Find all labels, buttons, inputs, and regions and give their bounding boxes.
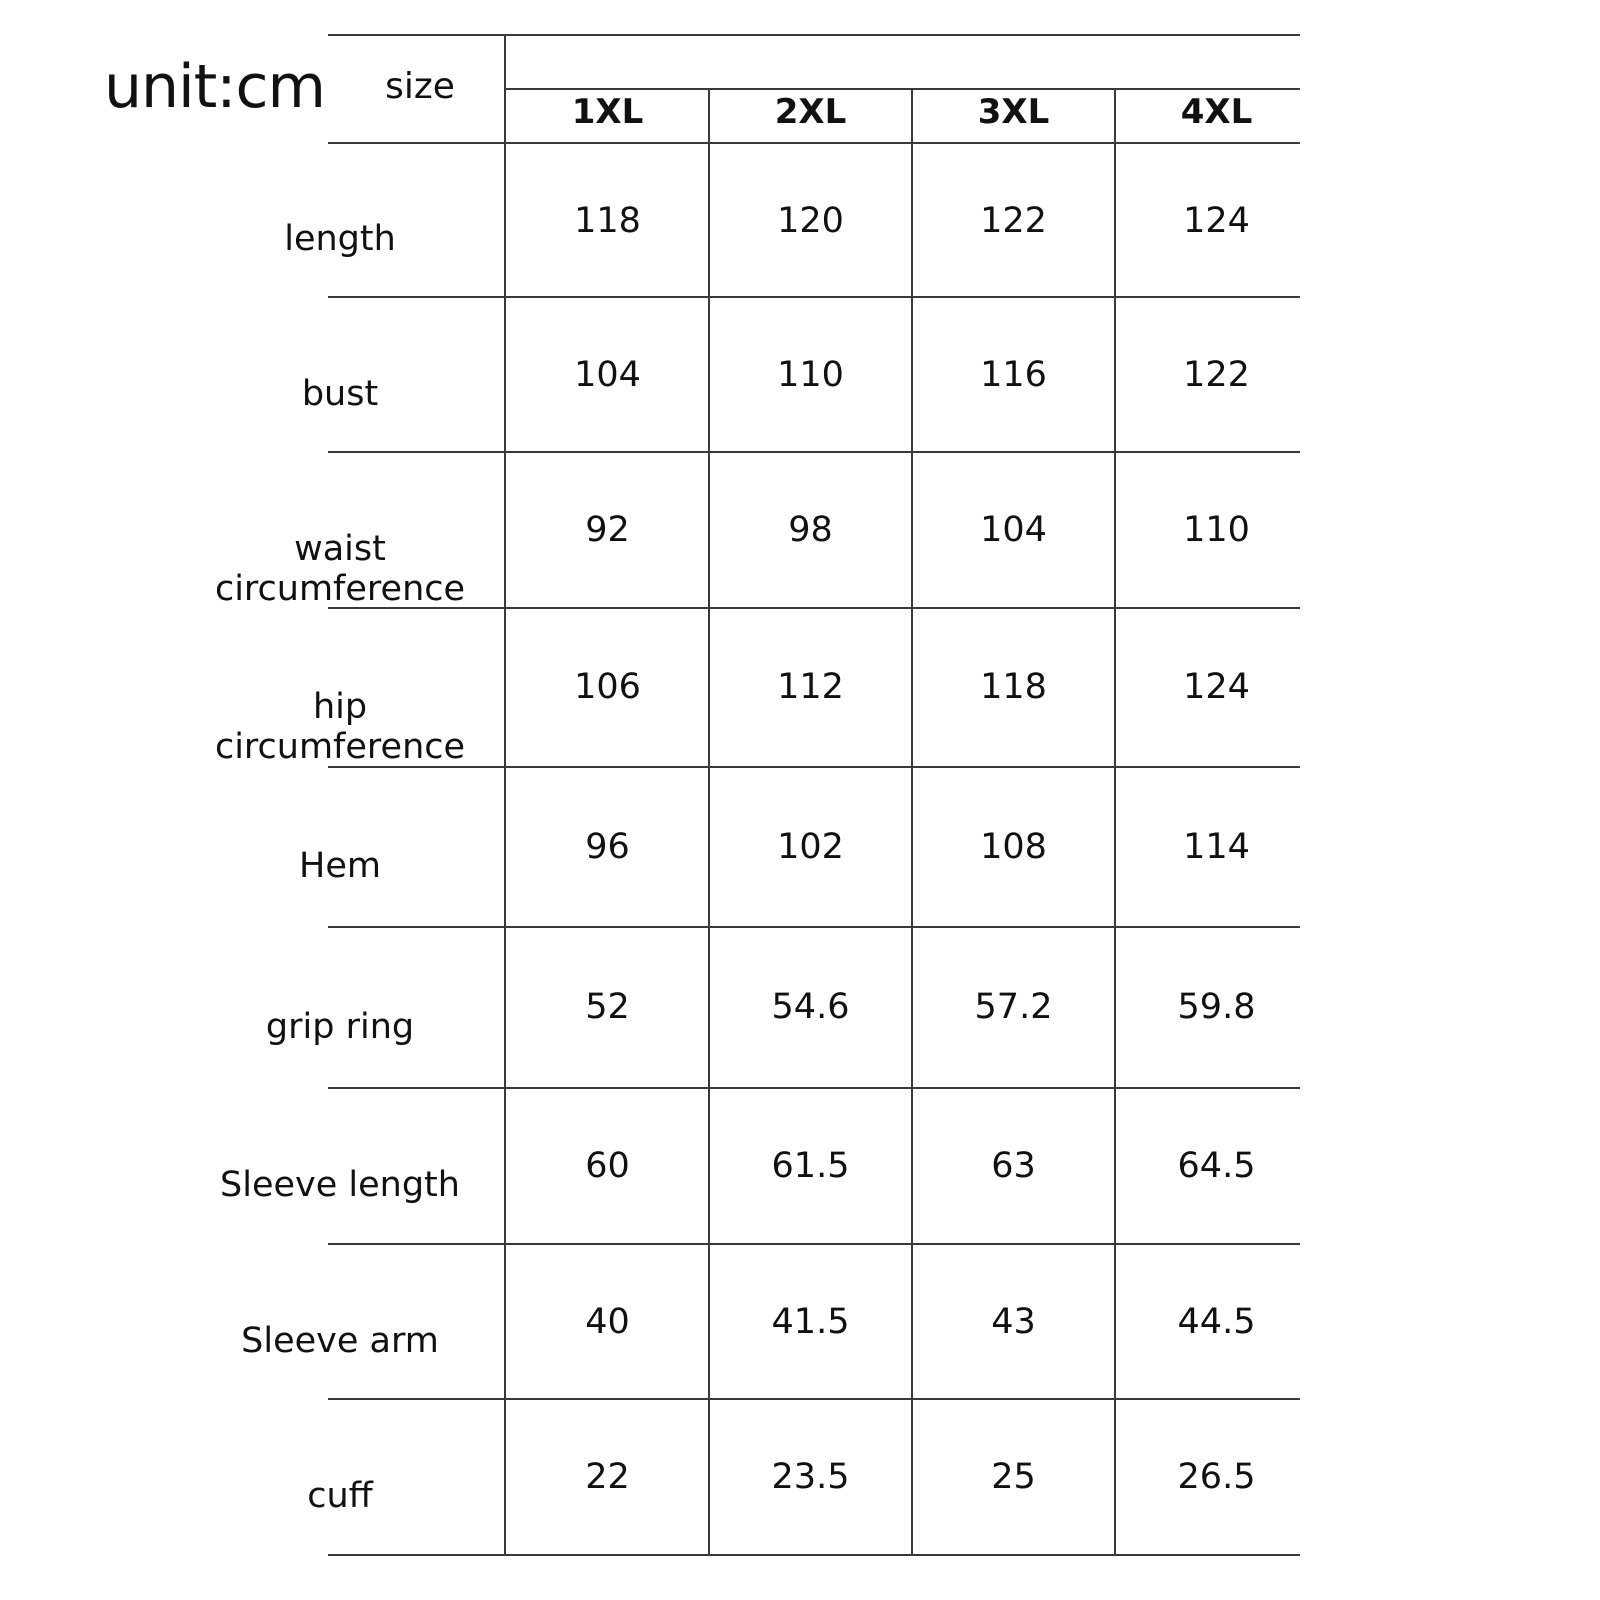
table-cell: 120 (777, 200, 844, 241)
row-rule-label (328, 296, 504, 298)
row-rule-label (328, 1087, 504, 1089)
table-cell: 25 (991, 1457, 1036, 1498)
row-label: grip ring (265, 1006, 415, 1047)
row-rule-label (328, 451, 504, 453)
table-cell: 41.5 (771, 1301, 850, 1342)
row-label: waist circumference (214, 529, 466, 609)
row-rule (506, 926, 1300, 928)
row-rule-label (328, 1243, 504, 1245)
table-cell: 54.6 (771, 987, 850, 1028)
table-cell: 96 (585, 826, 630, 867)
table-cell: 44.5 (1177, 1301, 1256, 1342)
column-header-2xl: 2XL (774, 92, 847, 132)
row-rule (506, 766, 1300, 768)
row-label: Sleeve arm (241, 1320, 439, 1361)
table-cell: 22 (585, 1457, 630, 1498)
table-cell: 26.5 (1177, 1457, 1256, 1498)
row-label: cuff (307, 1476, 373, 1516)
table-cell: 57.2 (974, 987, 1053, 1028)
row-rule-label (328, 926, 504, 928)
header-top-rule-label (328, 34, 504, 36)
row-label: length (284, 219, 396, 259)
row-label: bust (301, 373, 379, 414)
row-rule-label (328, 142, 504, 144)
row-rule (506, 1087, 1300, 1089)
table-cell: 114 (1183, 826, 1250, 867)
row-rule (506, 142, 1300, 144)
table-cell: 64.5 (1177, 1146, 1256, 1187)
table-cell: 118 (574, 200, 641, 241)
header-mid-rule (506, 88, 1300, 90)
row-rule (506, 1243, 1300, 1245)
table-cell: 59.8 (1177, 987, 1256, 1028)
table-cell: 106 (574, 667, 641, 708)
table-cell: 61.5 (771, 1146, 850, 1187)
table-bottom-rule-label (328, 1554, 504, 1556)
column-header-3xl: 3XL (977, 92, 1050, 132)
row-label: Hem (299, 846, 381, 886)
row-rule (506, 607, 1300, 609)
row-label: hip circumference (214, 686, 466, 767)
table-cell: 40 (585, 1301, 630, 1342)
table-bottom-rule (506, 1554, 1300, 1556)
table-cell: 124 (1183, 200, 1250, 241)
table-cell: 108 (980, 826, 1047, 867)
header-top-rule (506, 34, 1300, 36)
unit-label: unit:cm (104, 52, 325, 122)
table-cell: 104 (574, 354, 641, 395)
column-header-1xl: 1XL (571, 92, 644, 132)
table-cell: 92 (585, 510, 630, 551)
table-cell: 122 (1183, 354, 1250, 395)
table-cell: 104 (980, 510, 1047, 551)
table-cell: 122 (980, 200, 1047, 241)
row-rule-label (328, 1398, 504, 1400)
table-cell: 118 (980, 667, 1047, 708)
table-cell: 52 (585, 987, 630, 1028)
row-label: Sleeve length (220, 1165, 460, 1205)
row-rule (506, 1398, 1300, 1400)
table-cell: 112 (777, 667, 844, 708)
table-cell: 110 (1183, 510, 1250, 551)
table-cell: 116 (980, 354, 1047, 395)
row-rule (506, 451, 1300, 453)
table-cell: 98 (788, 510, 833, 551)
table-cell: 23.5 (771, 1457, 850, 1498)
table-cell: 43 (991, 1301, 1036, 1342)
table-cell: 110 (777, 354, 844, 395)
table-cell: 124 (1183, 667, 1250, 708)
table-cell: 102 (777, 826, 844, 867)
size-header-label: size (385, 66, 455, 107)
column-header-4xl: 4XL (1180, 92, 1253, 132)
table-cell: 63 (991, 1146, 1036, 1187)
row-rule (506, 296, 1300, 298)
table-cell: 60 (585, 1146, 630, 1187)
